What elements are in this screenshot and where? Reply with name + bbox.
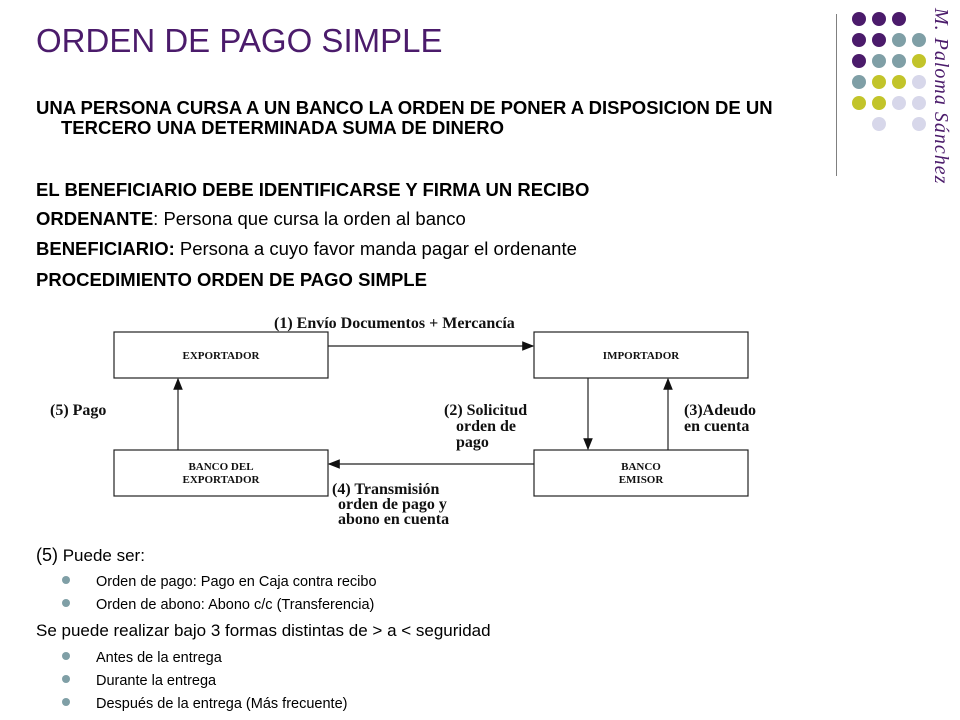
decorative-dot — [872, 33, 886, 47]
decorative-dot — [892, 54, 906, 68]
box-banco-emisor-label-1: BANCO — [621, 461, 661, 473]
box-banco-emisor — [534, 450, 748, 496]
def-beneficiario: Persona a cuyo favor manda pagar el ordenante — [174, 238, 577, 259]
box-exportador-label: EXPORTADOR — [182, 350, 260, 362]
list-item — [62, 673, 216, 689]
list-item — [62, 650, 222, 666]
decorative-dot — [872, 96, 886, 110]
box-banco-exportador — [114, 450, 328, 496]
decorative-dot — [912, 54, 926, 68]
author-signature: M. Paloma Sánchez — [930, 8, 952, 185]
decorative-dot — [892, 33, 906, 47]
bullet-icon — [62, 698, 70, 706]
list-item — [62, 574, 377, 590]
footer-heading-num: (5) — [36, 545, 58, 565]
paragraph-beneficiary: EL BENEFICIARIO DEBE IDENTIFICARSE Y FIRMA UN RECIBO — [36, 179, 590, 200]
decorative-dot — [892, 75, 906, 89]
payment-flow-diagram — [28, 300, 828, 532]
label-5: (5) Pago — [50, 402, 107, 419]
paragraph-procedimiento: PROCEDIMIENTO ORDEN DE PAGO SIMPLE — [36, 269, 427, 290]
bullet-icon — [62, 599, 70, 607]
box-banco-emisor-label-2: EMISOR — [618, 474, 664, 486]
bullet-text: Orden de pago: Pago en Caja contra recibo — [96, 574, 377, 590]
decorative-dot — [852, 33, 866, 47]
label-4-line-2: orden de pago y — [338, 496, 447, 513]
label-3-line-1: (3)Adeudo — [684, 402, 757, 419]
label-2-line-2: orden de — [456, 418, 516, 435]
decorative-dot — [852, 12, 866, 26]
decorative-dot — [892, 96, 906, 110]
decorative-dot — [912, 75, 926, 89]
decorative-dot — [872, 117, 886, 131]
bullet-text: Orden de abono: Abono c/c (Transferencia) — [96, 597, 375, 613]
label-2-line-1: (2) Solicitud — [444, 402, 528, 419]
list-item — [62, 597, 374, 613]
decorative-dot — [912, 117, 926, 131]
bullet-icon — [62, 652, 70, 660]
box-importador-label: IMPORTADOR — [602, 350, 680, 362]
divider-line — [836, 14, 837, 176]
bullet-text: Antes de la entrega — [96, 650, 222, 666]
decorative-dot — [872, 12, 886, 26]
decorative-dot — [912, 33, 926, 47]
box-banco-exportador-label-1: BANCO DEL — [188, 461, 254, 473]
paragraph-definition: UNA PERSONA CURSA A UN BANCO LA ORDEN DE PONER A DISPOSICION DE UN TERCERO UNA DETERMINADA SUMA DE DINERO — [36, 97, 773, 138]
decorative-dot — [852, 75, 866, 89]
def-ordenante: : Persona que cursa la orden al banco — [153, 208, 466, 229]
box-banco-exportador-label-2: EXPORTADOR — [182, 474, 260, 486]
label-3-line-2: en cuenta — [684, 418, 750, 435]
footer-security-line: Se puede realizar bajo 3 formas distintas de > a < seguridad — [36, 621, 491, 640]
decorative-dot-grid — [852, 12, 928, 152]
term-beneficiario: BENEFICIARIO: — [36, 238, 175, 259]
decorative-dot — [892, 12, 906, 26]
footer-heading — [36, 545, 145, 566]
bullet-icon — [62, 675, 70, 683]
decorative-dot — [852, 96, 866, 110]
bullet-text: Durante la entrega — [96, 673, 217, 689]
term-ordenante: ORDENANTE — [36, 208, 154, 229]
decorative-dot — [872, 54, 886, 68]
paragraph-ordenante — [36, 209, 466, 229]
label-1: (1) Envío Documentos + Mercancía — [274, 315, 515, 332]
decorative-dot — [912, 96, 926, 110]
bullet-icon — [62, 576, 70, 584]
decorative-dot — [852, 54, 866, 68]
footer-heading-text: Puede ser: — [58, 546, 145, 565]
list-item — [62, 696, 347, 712]
label-2-line-3: pago — [456, 434, 489, 451]
decorative-dot — [872, 75, 886, 89]
label-4-line-1: (4) Transmisión — [332, 481, 440, 498]
slide-title: ORDEN DE PAGO SIMPLE — [36, 22, 443, 59]
paragraph-beneficiario — [36, 239, 577, 259]
bullet-text: Después de la entrega (Más frecuente) — [96, 696, 348, 712]
label-4-line-3: abono en cuenta — [338, 511, 450, 528]
